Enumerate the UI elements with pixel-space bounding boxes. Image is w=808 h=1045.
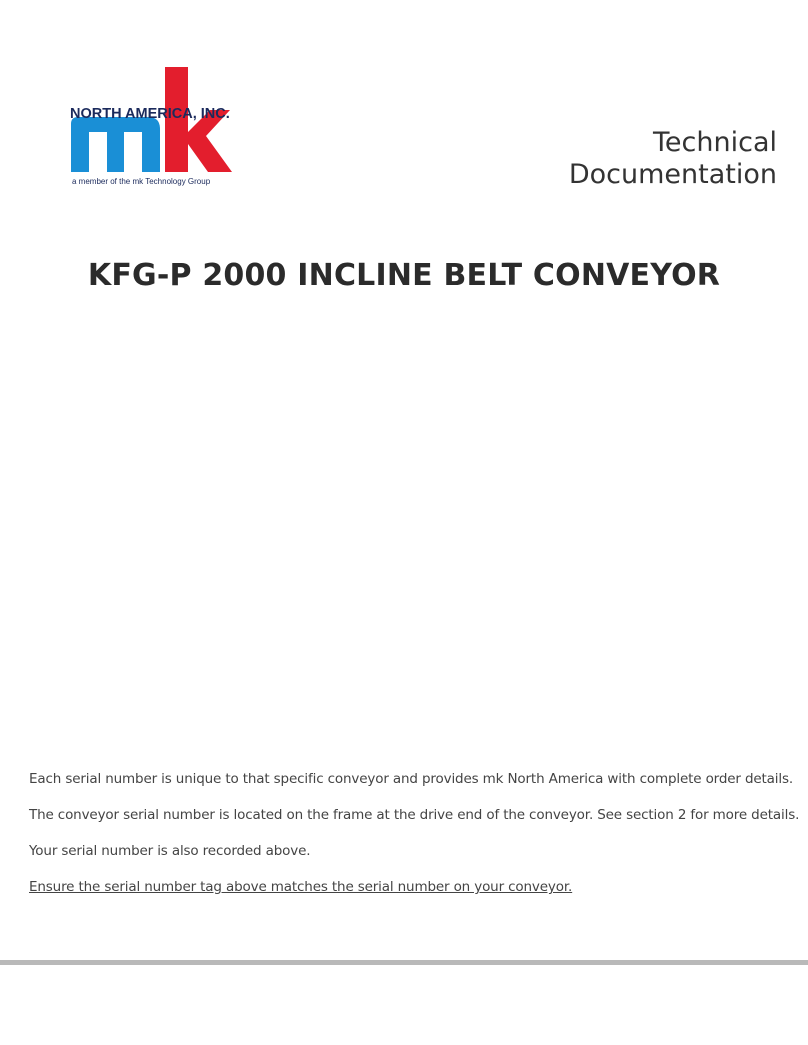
logo-tagline-text: a member of the mk Technology Group <box>72 177 211 186</box>
serial-number-notes <box>29 770 800 914</box>
serial-note-1: Each serial number is unique to that specific conveyor and provides mk North America with complete order details. <box>29 771 794 787</box>
document-type-line-1: Technical <box>653 127 777 158</box>
logo-subsidiary-text: NORTH AMERICA, INC. <box>70 106 230 122</box>
document-type-line-2: Documentation <box>568 159 777 190</box>
serial-note-4: Ensure the serial number tag above matches the serial number on your conveyor. <box>29 879 573 895</box>
serial-note-3: Your serial number is also recorded above. <box>29 843 311 859</box>
document-type-heading <box>569 127 777 191</box>
document-title: KFG-P 2000 INCLINE BELT CONVEYOR <box>87 258 721 293</box>
serial-note-2: The conveyor serial number is located on the frame at the drive end of the conveyor. See section 2 for more details. <box>29 807 800 823</box>
footer-divider <box>0 960 808 965</box>
mk-logo-graphic <box>60 60 250 195</box>
logo-m-letter <box>71 117 160 172</box>
company-logo <box>60 60 250 195</box>
